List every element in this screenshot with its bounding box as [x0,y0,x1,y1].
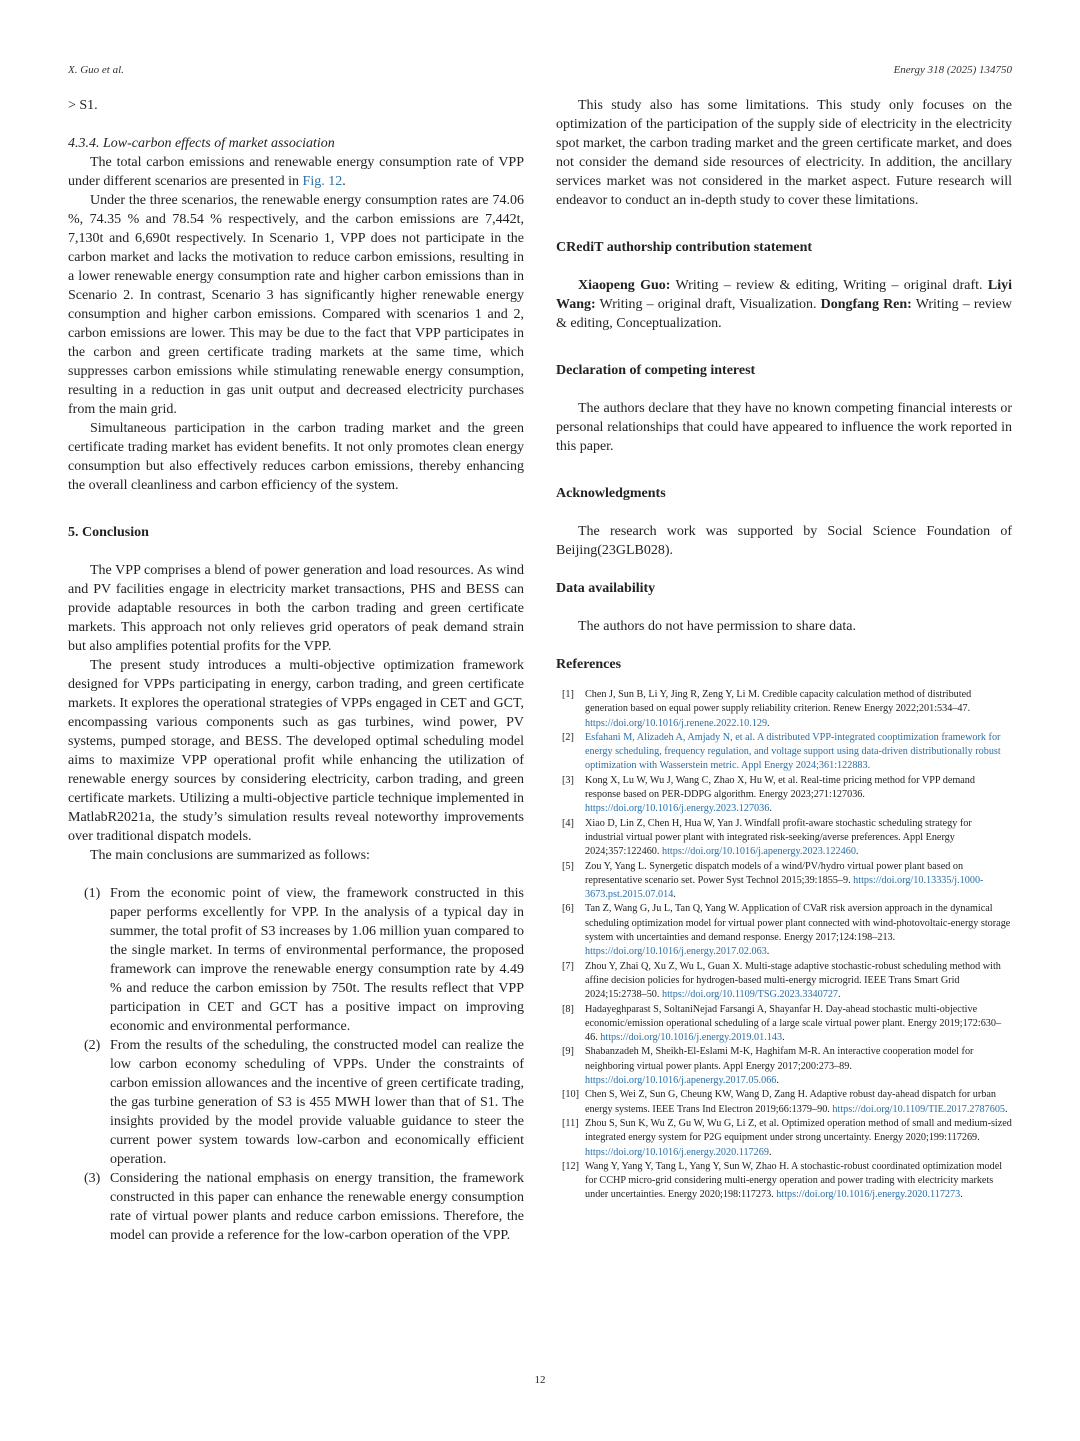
reference-tail: . [776,1075,779,1087]
reference-tail: . [1005,1103,1008,1115]
list-number: (2) [84,1038,101,1053]
paragraph: Simultaneous participation in the carbon trading market and the green certificate trading market has evident benefits. It not only promotes clean energy consumption but also effectively reduces carbon emissions, thereby enhancing the overall cleanliness and carbon efficiency of the system. [68,421,524,493]
section-heading-conclusion: 5. Conclusion [68,525,149,540]
list-item [68,1036,524,1169]
left-column [68,96,524,1245]
paragraph: The authors declare that they have no known competing financial interests or personal relationships that could have appeared to influence the work reported in this paper. [556,401,1012,454]
reference-text: Zhou Y, Zhai Q, Xu Z, Wu L, Guan X. Multi-stage adaptive stochastic-robust scheduling method with affine decision policies for hydrogen-based multi-energy microgrid. IEEE Trans Smart Grid 2024;15:2738–50. [585,960,1001,1001]
reference-item [556,731,1012,774]
section-heading-credit: CRediT authorship contribution statement [556,240,813,255]
reference-number: [6] [562,903,574,915]
list-text: Considering the national emphasis on energy transition, the framework constructed in this paper can enhance the renewable energy consumption rate of virtual power plants and reduce carbon emissions. Therefore, the model can provide a reference for the low-carbon operation of the VPP. [110,1171,524,1243]
reference-tail: . [766,946,770,958]
reference-text: Zhou S, Sun K, Wu Z, Gu W, Wu G, Li Z, et al. Optimized operation method of small and medium-sized integrated energy system for P2G equipment under strong uncertainty. Energy 2020;199:117269. [585,1117,1012,1144]
section-heading-references: References [556,657,622,672]
paragraph: Under the three scenarios, the renewable energy consumption rates are 74.06 %, 74.35 % and 78.54 % respectively, and the carbon emissions are 7,442t, 7,130t and 6,690t respectively. In Scenario 1, VPP does not participate in the carbon market and lacks the motivation to reduce carbon emissions, resulting in a lower renewable energy consumption rate and higher carbon emissions than in Scenario 2. In contrast, Scenario 3 has significantly higher renewable energy consumption and higher carbon emissions. Compared with scenarios 1 and 2, carbon emissions are lower. This may be due to the fact that VPP participates in the carbon and green certificate trading markets at the same time, which suppresses carbon emissions while stimulating renewable energy consumption, resulting in a reduction in gas unit output and decreased electricity purchases from the main grid. [68,193,524,417]
reference-tail: . [768,1146,772,1158]
credit-statement [556,276,1012,333]
author-roles: Writing – original draft, Visualization. [595,297,821,312]
reference-number: [2] [562,731,574,743]
reference-item [556,960,1012,1003]
paragraph: The research work was supported by Social Science Foundation of Beijing(23GLB028). [556,524,1012,558]
paragraph-text: . [342,174,346,189]
paragraph-text: The total carbon emissions and renewable energy consumption rate of VPP under different scenarios are presented in [68,155,524,189]
section-heading-data: Data availability [556,581,656,596]
reference-tail: . [782,1032,785,1044]
reference-link[interactable]: https://doi.org/10.1016/j.apenergy.2017.05.066 [585,1075,777,1087]
figure-link[interactable]: Fig. 12 [302,174,343,189]
list-number: (1) [84,886,101,901]
author-roles: Writing – review & editing, Conceptualization. [556,297,1012,331]
reference-item [556,902,1012,959]
reference-link[interactable]: https://doi.org/10.1016/j.energy.2017.02.063 [585,946,767,958]
reference-text: Chen J, Sun B, Li Y, Jing R, Zeng Y, Li M. Credible capacity calculation method of distributed generation based on equal power supply reliability criterion. Renew Energy 2022;201:534–47. [585,689,972,715]
author-name: Xiaopeng Guo: [578,278,671,293]
paragraph: This study also has some limitations. This study only focuses on the optimization of the participation of the supply side of electricity in the electricity spot market, the carbon trading market and the green certificate market, and does not consider the demand side resources of electricity. In addition, the ancillary services market was not considered in the market aspect. Future research will endeavor to conduct an in-depth study to cover these limitations. [556,98,1012,208]
reference-item [556,817,1012,860]
reference-item [556,1045,1012,1088]
reference-number: [5] [562,860,574,872]
reference-tail: . [838,989,841,1001]
list-text: From the economic point of view, the framework constructed in this paper performs excellently for VPP. In the analysis of a typical day in summer, the total profit of S3 increases by 1.06 million yuan compared to the single market. In terms of environmental performance, the proposed framework can improve the renewable energy consumption rate by 4.49 % and reduce the carbon emission by 750t. The results reflect that VPP participation in CET and GCT has a positive impact on improving economic and environmental performance. [110,886,524,1034]
reference-link[interactable]: https://doi.org/10.1016/j.renene.2022.10.129 [585,717,768,729]
reference-item [556,774,1012,817]
reference-text: Zou Y, Yang L. Synergetic dispatch models of a wind/PV/hydro virtual power plant based on representative scenario set. Power Syst Technol 2015;39:1855–9. [585,860,964,886]
reference-number: [10] [562,1089,579,1101]
list-number: (3) [84,1171,101,1186]
reference-text: Hadayeghparast S, SoltaniNejad Farsangi A, Shayanfar H. Day-ahead stochastic multi-objective economic/emission operational scheduling of a large scale virtual power plant. Energy 2019;172:630–46. [585,1003,1002,1044]
paragraph: The present study introduces a multi-objective optimization framework designed for VPPs participating in energy, carbon trading, and green certificate markets. It explores the operational strategies of VPPs engaged in CET and GCT, encompassing various components such as gas turbines, wind power, PV systems, pumped storage, and BESS. The developed optimal scheduling model aims to maximize VPP operational profit while enhancing the utilization of renewable energy sources by considering electricity, carbon trading, and green certificate markets. Utilizing a multi-objective particle technique implemented in MatlabR2021a, the study’s simulation results reveal noteworthy improvements over traditional dispatch models. [68,658,524,844]
reference-number: [12] [562,1160,579,1172]
reference-tail: . [855,846,859,858]
running-header-journal: Energy 318 (2025) 134750 [893,64,1012,76]
reference-number: [3] [562,774,574,786]
reference-tail: . [960,1189,963,1201]
section-heading-acknowledgments: Acknowledgments [556,486,666,501]
section-heading-declaration: Declaration of competing interest [556,363,756,378]
reference-number: [1] [562,689,574,700]
reference-item [556,1003,1012,1046]
right-column [556,96,1012,1203]
paragraph: The main conclusions are summarized as follows: [90,848,370,863]
reference-link[interactable]: Esfahani M, Alizadeh A, Amjady N, et al. A distributed VPP-integrated cooptimization framework for energy scheduling, frequency regulation, and voltage support using data-driven distributionally robust optimization with Wasserstein metric. Appl Energy 2024;361:122883. [585,731,1001,772]
author-name: Dongfang Ren: [820,297,912,312]
reference-link[interactable]: https://doi.org/10.13335/j.1000-3673.pst.2015.07.014 [585,874,984,901]
reference-link[interactable]: https://doi.org/10.1016/j.apenergy.2023.122460 [661,846,856,858]
list-item [68,1169,524,1245]
reference-item [556,1160,1012,1203]
paragraph: The VPP comprises a blend of power generation and load resources. As wind and PV facilities engage in electricity market transactions, PHS and BESS can provide adaptable resources in both the carbon trading and green certificate markets. This approach not only relieves grid operators of peak demand strain but also amplifies potential profits for the VPP. [68,563,524,654]
reference-text: Xiao D, Lin Z, Chen H, Hua W, Yan J. Windfall profit-aware stochastic scheduling strategy for industrial virtual power plant with integrated risk-seeking/averse preferences. Appl Energy 2024;357:122460. [585,817,972,858]
paragraph [68,153,524,191]
reference-text: Shabanzadeh M, Sheikh-El-Eslami M-K, Haghifam M-R. An interactive cooperation model for neighboring virtual power plants. Appl Energy 2017;200:273–89. [585,1046,974,1072]
paragraph: The authors do not have permission to share data. [578,619,856,634]
reference-item [556,688,1012,731]
list-item [68,884,524,1036]
reference-number: [11] [562,1117,579,1129]
reference-tail: . [767,717,770,729]
author-roles: Writing – review & editing, Writing – original draft. [670,278,988,293]
reference-text: Chen S, Wei Z, Sun G, Cheung KW, Wang D, Zang H. Adaptive robust day-ahead dispatch for urban energy systems. IEEE Trans Ind Electron 2019;66:1379–90. [585,1089,996,1115]
author-name: Liyi Wang: [556,278,1012,312]
subsection-title: 4.3.4. Low-carbon effects of market association [68,136,335,151]
list-text: From the results of the scheduling, the constructed model can realize the low carbon economy scheduling of VPPs. Under the constraints of carbon emission allowances and the incentive of green certificate trading, the gas turbine generation of S3 is 455 MWH lower than that of S1. The insights provided by the model provide valuable guidance to steer the current power system towards low-carbon and economically efficient operation. [110,1038,524,1167]
reference-item [556,1088,1012,1117]
reference-tail: . [673,889,676,901]
page-number: 12 [534,1374,546,1386]
reference-number: [9] [562,1046,574,1058]
reference-tail: . [769,803,772,815]
reference-link[interactable]: https://doi.org/10.1016/j.energy.2023.127036 [585,803,770,815]
running-header-authors: X. Guo et al. [68,64,124,76]
reference-link[interactable]: https://doi.org/10.1109/TSG.2023.3340727 [661,989,839,1001]
reference-link[interactable]: https://doi.org/10.1016/j.energy.2019.01.143 [600,1032,783,1044]
reference-link[interactable]: https://doi.org/10.1109/TIE.2017.2787605 [832,1103,1006,1115]
reference-text: Kong X, Lu W, Wu J, Wang C, Zhao X, Hu W, et al. Real-time pricing method for VPP demand response based on PER-DDPG algorithm. Energy 2023;271:127036. [585,774,975,801]
reference-item [556,1117,1012,1160]
section-continuation: > S1. [68,98,98,113]
reference-list [556,688,1012,1203]
reference-number: [8] [562,1003,574,1015]
reference-text: Wang Y, Yang Y, Tang L, Yang Y, Sun W, Zhao H. A stochastic-robust coordinated optimization model for CCHP micro-grid considering multi-energy operation and power trading with electricity markets under uncertainties. Energy 2020;198:117273. [585,1160,1003,1201]
reference-link[interactable]: https://doi.org/10.1016/j.energy.2020.117273 [776,1189,961,1201]
reference-link[interactable]: https://doi.org/10.1016/j.energy.2020.117269 [585,1146,769,1158]
reference-item [556,860,1012,903]
reference-number: [7] [562,960,574,972]
conclusion-list [68,884,524,1245]
reference-text: Tan Z, Wang G, Ju L, Tan Q, Yang W. Application of CVaR risk aversion approach in the dynamical scheduling optimization model for virtual power plant connected with wind-photovoltaic-energy storage system with uncertainties and demand response. Energy 2017;124:198–213. [585,903,1011,944]
reference-number: [4] [562,817,574,829]
